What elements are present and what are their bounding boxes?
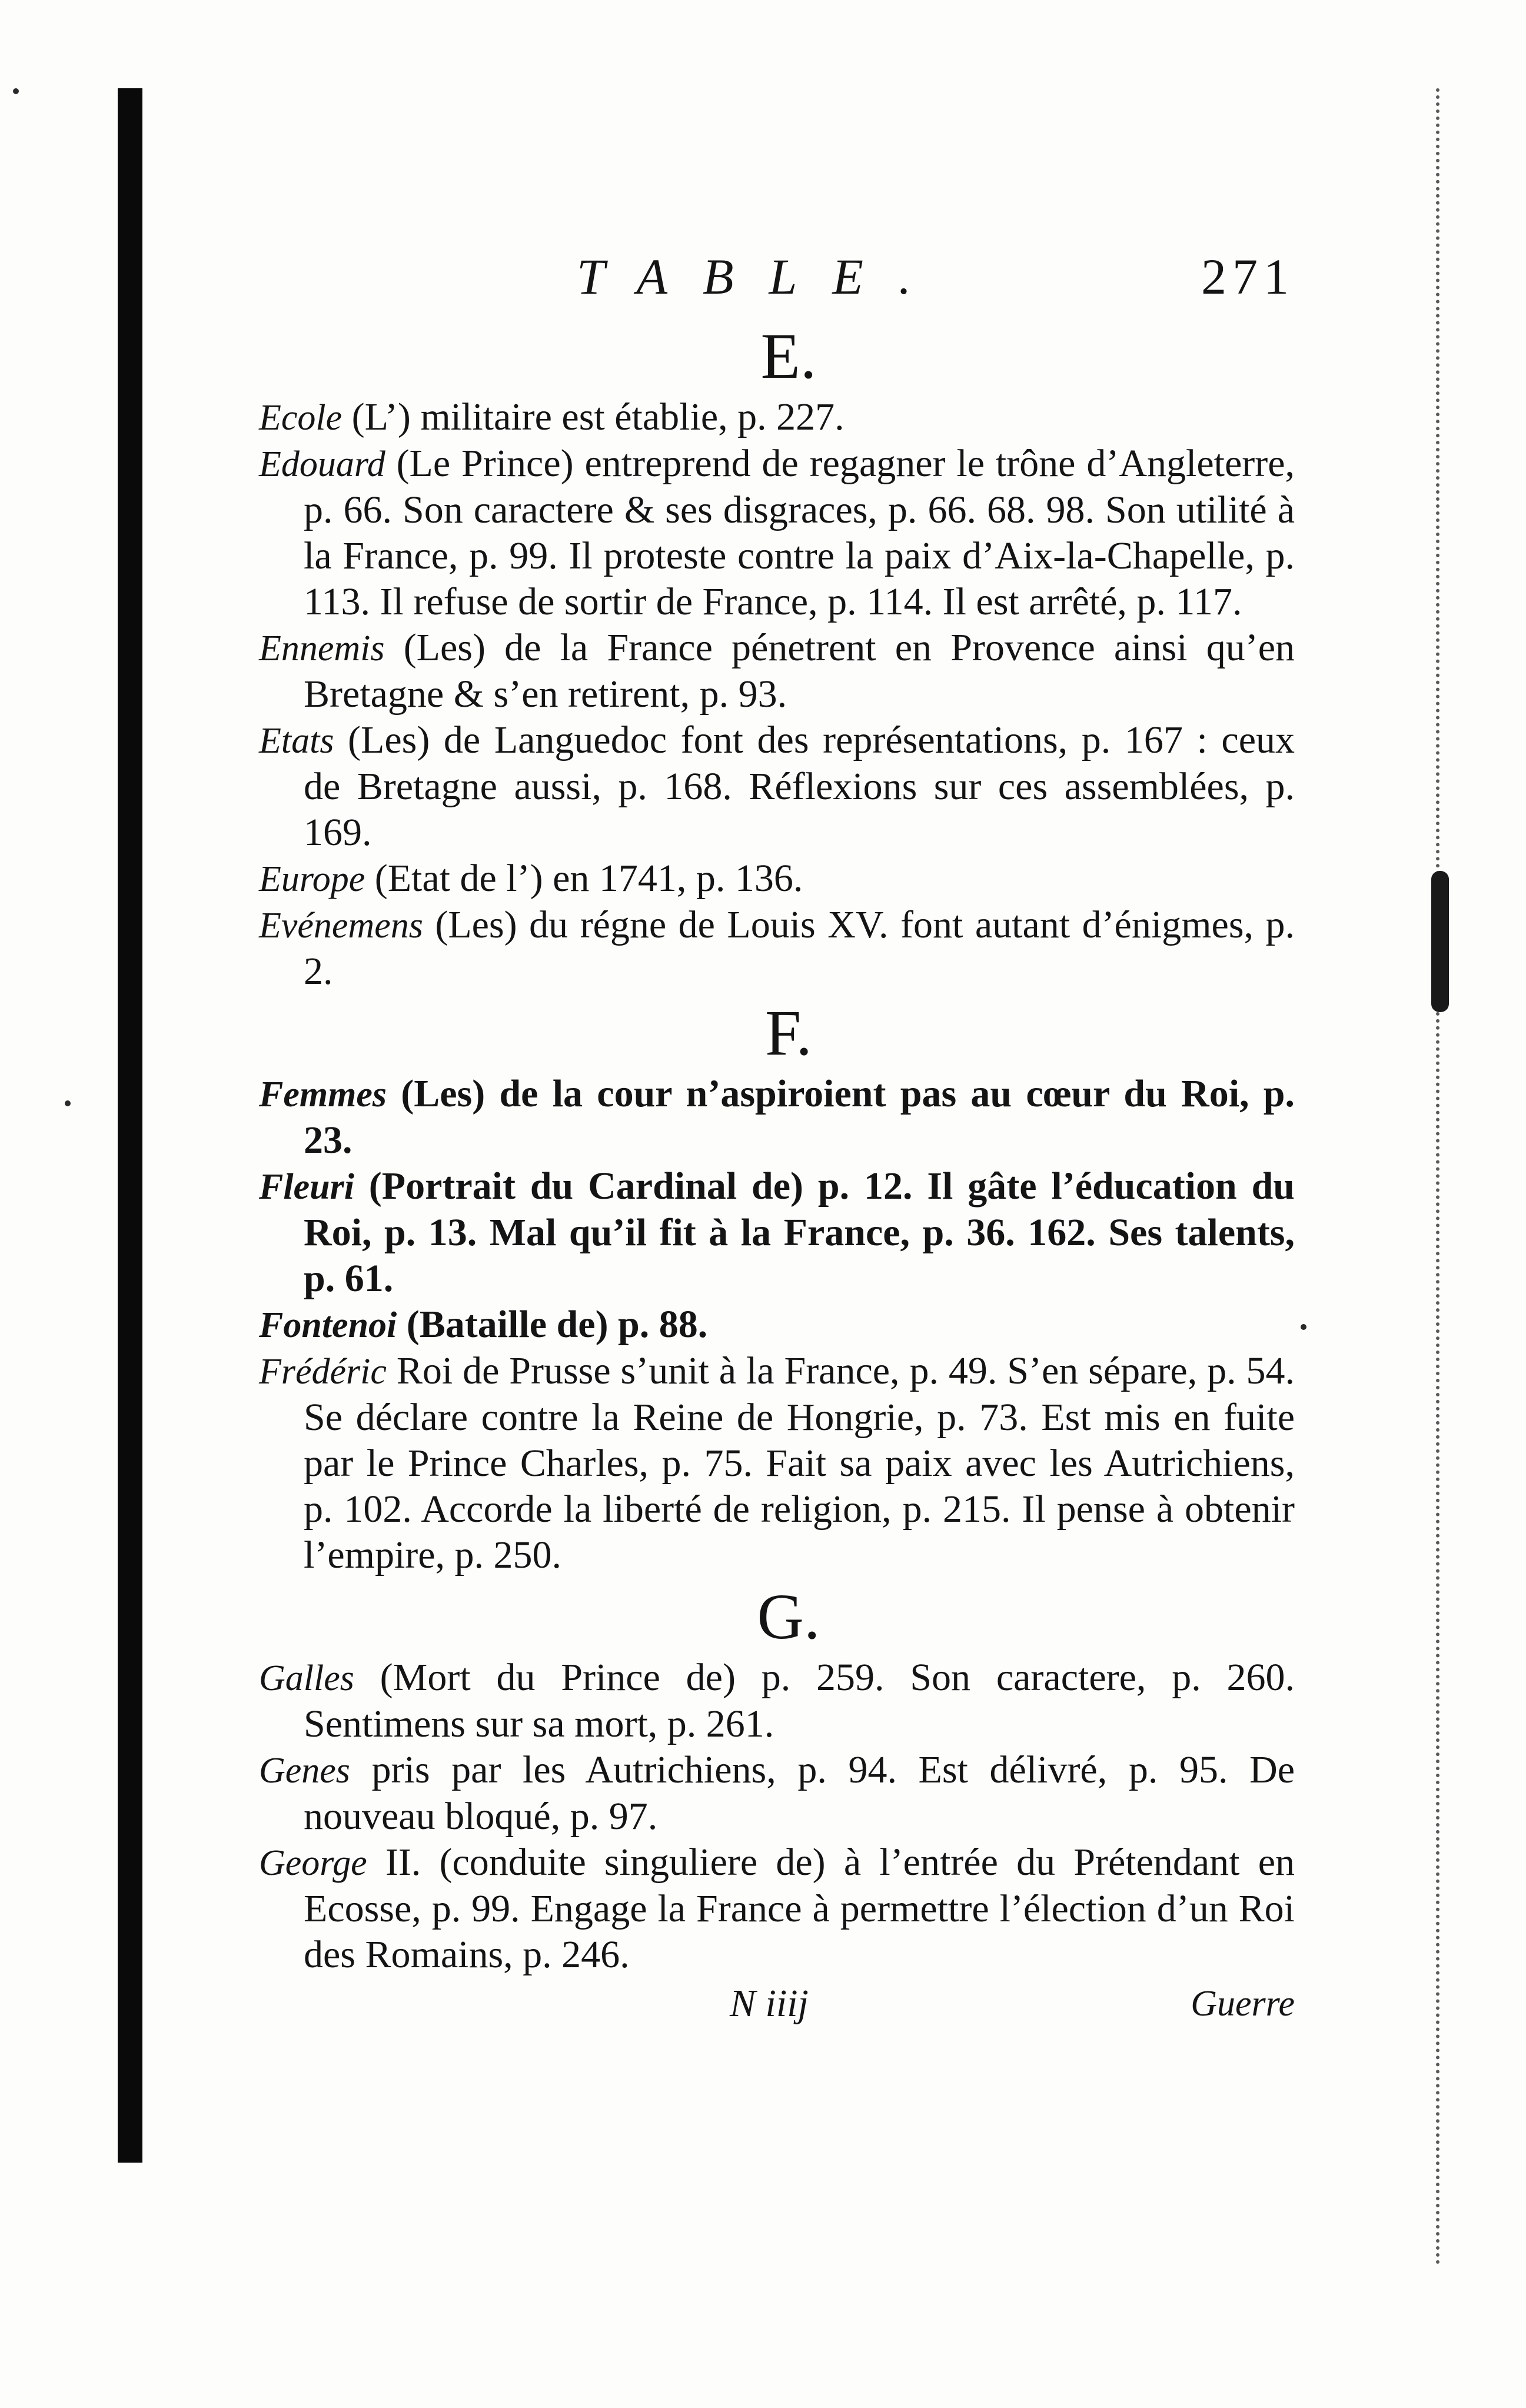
index-entry — [259, 625, 1295, 717]
index-entry — [259, 1302, 1295, 1348]
index-entry — [259, 1071, 1295, 1163]
entry-text: (Les) de Languedoc font des représentations, p. 167 : ceux de Bretagne aussi, p. 168. Réflexions sur ces assemblées, p. 169. — [304, 719, 1295, 854]
entry-term: Etats — [259, 721, 334, 761]
scan-speck — [13, 88, 19, 94]
entry-term: Fleuri — [259, 1167, 354, 1207]
section-letter: F. — [765, 997, 812, 1069]
entry-list — [259, 394, 1295, 995]
scan-speck — [65, 1100, 71, 1106]
signature-mark: N iiij — [730, 1982, 809, 2025]
page-header — [259, 247, 1295, 318]
entry-term: Femmes — [259, 1075, 387, 1115]
entry-term: Europe — [259, 859, 365, 899]
entry-term: Ennemis — [259, 628, 385, 668]
entry-text: (Les) de la France pénetrent en Provence ainsi qu’en Bretagne & s’en retirent, p. 93. — [304, 626, 1295, 716]
index-entry — [259, 1163, 1295, 1302]
page-edge-scan-noise — [1436, 88, 1439, 2266]
entry-text: (Etat de l’) en 1741, p. 136. — [365, 857, 803, 900]
running-title: TABLE. — [577, 248, 947, 305]
index-entry — [259, 1840, 1295, 1978]
entry-term: Evénemens — [259, 906, 423, 946]
index-entry — [259, 717, 1295, 856]
entry-text: pris par les Autrichiens, p. 94. Est délivré, p. 95. De nouveau bloqué, p. 97. — [304, 1748, 1295, 1838]
index-entry — [259, 441, 1295, 625]
entry-list — [259, 1071, 1295, 1578]
entry-text: (Bataille de) p. 88. — [397, 1303, 708, 1346]
entry-text: (Le Prince) entreprend de regagner le trône d’Angleterre, p. 66. Son caractere & ses disgraces, p. 66. 68. 98. Son utilité à la France, p. 99. Il proteste contre la paix d’Aix-la-Chapelle, p. 113. Il refuse de sortir de France, p. 114. Il est arrêté, p. 117. — [304, 442, 1295, 623]
entry-term: George — [259, 1843, 367, 1883]
catchword: Guerre — [1191, 1984, 1295, 2024]
entry-term: Galles — [259, 1658, 354, 1698]
index-entry — [259, 856, 1295, 902]
entry-term: Fontenoi — [259, 1305, 397, 1345]
entry-text: (L’) militaire est établie, p. 227. — [342, 395, 845, 438]
book-page — [259, 247, 1295, 2033]
entry-text: Roi de Prusse s’unit à la France, p. 49. S’en sépare, p. 54. Se déclare contre la Reine de Hongrie, p. 73. Est mis en fuite par le Prince Charles, p. 75. Fait sa paix avec les Autrichiens, p. 102. Accorde la liberté de religion, p. 215. Il pense à obtenir l’empire, p. 250. — [304, 1349, 1295, 1576]
entry-text: II. (conduite singuliere de) à l’entrée du Prétendant en Ecosse, p. 99. Engage la France à permettre l’élection d’un Roi des Romains, p. 246. — [304, 1841, 1295, 1976]
entry-term: Ecole — [259, 398, 343, 438]
page-number: 271 — [1201, 248, 1295, 305]
entry-text: (Les) du régne de Louis XV. font autant d’énigmes, p. 2. — [304, 903, 1295, 993]
page-edge-dark-mark — [1431, 871, 1449, 1012]
entry-text: (Les) de la cour n’aspiroient pas au cœur du Roi, p. 23. — [304, 1072, 1295, 1162]
book-spine-shadow — [118, 88, 142, 2163]
section-letter: E. — [760, 320, 817, 392]
entry-term: Genes — [259, 1751, 350, 1791]
index-entry — [259, 1747, 1295, 1840]
entry-list — [259, 1655, 1295, 1978]
entry-term: Edouard — [259, 444, 385, 484]
entry-text: (Portrait du Cardinal de) p. 12. Il gâte l’éducation du Roi, p. 13. Mal qu’il fit à la France, p. 36. 162. Ses talents, p. 61. — [304, 1165, 1295, 1300]
index-entry — [259, 1655, 1295, 1747]
section-letter: G. — [757, 1581, 820, 1652]
index-entry — [259, 1348, 1295, 1578]
entry-text: (Mort du Prince de) p. 259. Son caractere, p. 260. Sentimens sur sa mort, p. 261. — [304, 1656, 1295, 1745]
scan-speck — [1301, 1324, 1306, 1330]
index-entry — [259, 394, 1295, 441]
page-footer — [259, 1980, 1295, 2033]
entry-term: Frédéric — [259, 1352, 387, 1392]
index-entry — [259, 902, 1295, 995]
index-body — [259, 318, 1295, 1978]
